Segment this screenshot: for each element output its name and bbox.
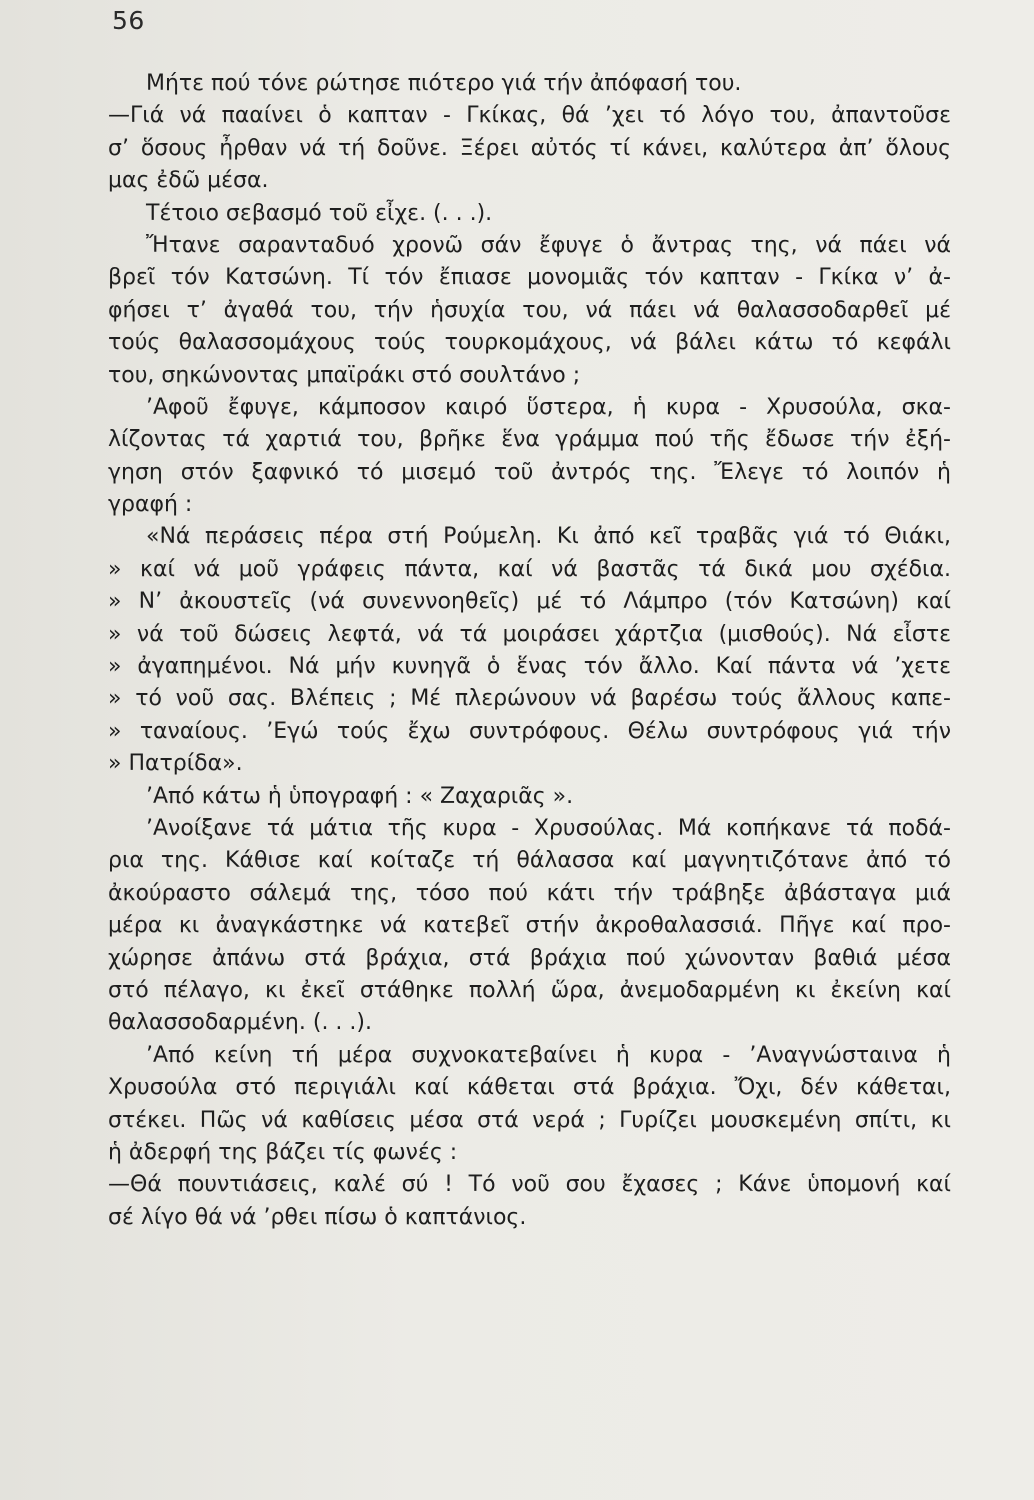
text-line: χώρησε ἀπάνω στά βράχια, στά βράχια πού χώνονταν βαθιά μέσα [108, 945, 951, 971]
text-line: τούς θαλασσομάχους τούς τουρκομάχους, νά βάλει κάτω τό κεφάλι [108, 330, 951, 356]
text-line: ’Από κάτω ἡ ὑπογραφή : « Ζαχαριᾶς ». [146, 783, 574, 809]
text-line: Ἤτανε σαρανταδυό χρονῶ σάν ἔφυγε ὁ ἄντρας της, νά πάει νά [146, 232, 951, 258]
text-line: «Νά περάσεις πέρα στή Ρούμελη. Κι ἀπό κεῖ τραβᾶς γιά τό Θιάκι, [146, 524, 951, 550]
text-line: ’Αφοῦ ἔφυγε, κάμποσον καιρό ὕστερα, ἡ κυρα - Χρυσούλα, σκα- [146, 394, 951, 420]
text-line: » Ν’ ἀκουστεῖς (νά συνεννοηθεῖς) μέ τό Λάμπρο (τόν Κατσώνη) καί [108, 589, 951, 615]
text-line: » τό νοῦ σας. Βλέπεις ; Μέ πλερώνουν νά βαρέσω τούς ἄλλους καπε- [108, 686, 951, 712]
text-line: γραφή : [108, 492, 193, 518]
text-line: » νά τοῦ δώσεις λεφτά, νά τά μοιράσει χάρτζια (μισθούς). Νά εἶστε [108, 621, 951, 647]
text-line: του, σηκώνοντας μπαϊράκι στό σουλτάνο ; [108, 362, 581, 388]
text-line: » ταναίους. ’Εγώ τούς ἔχω συντρόφους. Θέλω συντρόφους γιά τήν [108, 718, 951, 744]
text-line: —Θά πουντιάσεις, καλέ σύ ! Τό νοῦ σου ἔχασες ; Κάνε ὑπομονή καί [108, 1172, 951, 1198]
text-line: —Γιά νά πααίνει ὁ καπταν - Γκίκας, θά ’χει τό λόγο του, ἀπαντοῦσε [108, 103, 951, 129]
text-line: ρια της. Κάθισε καί κοίταζε τή θάλασσα καί μαγνητιζότανε ἀπό τό [108, 848, 951, 874]
text-line: σέ λίγο θά νά ’ρθει πίσω ὁ καπτάνιος. [108, 1204, 527, 1230]
page-number: 56 [112, 6, 145, 35]
text-line: ’Ανοίξανε τά μάτια τῆς κυρα - Χρυσούλας. Μά κοπήκανε τά ποδά- [146, 815, 951, 841]
text-line: στέκει. Πῶς νά καθίσεις μέσα στά νερά ; Γυρίζει μουσκεμένη σπίτι, κι [108, 1107, 951, 1133]
text-line: φήσει τ’ ἀγαθά του, τήν ἡσυχία του, νά πάει νά θαλασσοδαρθεῖ μέ [108, 297, 951, 323]
text-line: μέρα κι ἀναγκάστηκε νά κατεβεῖ στήν ἀκροθαλασσιά. Πῆγε καί προ- [108, 913, 951, 939]
text-line: ἡ ἀδερφή της βάζει τίς φωνές : [108, 1139, 458, 1165]
text-line: » καί νά μοῦ γράφεις πάντα, καί νά βαστᾶς τά δικά μου σχέδια. [108, 556, 951, 582]
text-line: σ’ ὅσους ἦρθαν νά τή δοῦνε. Ξέρει αὐτός τί κάνει, καλύτερα ἀπ’ ὅλους [108, 135, 951, 161]
text-line: μας ἐδῶ μέσα. [108, 168, 269, 194]
text-line: στό πέλαγο, κι ἐκεῖ στάθηκε πολλή ὥρα, ἀνεμοδαρμένη κι ἐκείνη καί [108, 977, 951, 1003]
text-line: ’Από κείνη τή μέρα συχνοκατεβαίνει ἡ κυρα - ’Αναγνώσταινα ἡ [146, 1042, 951, 1068]
text-line: ἀκούραστο σάλεμά της, τόσο πού κάτι τήν τράβηξε ἀβάσταγα μιά [108, 880, 951, 906]
text-line: βρεῖ τόν Κατσώνη. Τί τόν ἔπιασε μονομιᾶς τόν καπταν - Γκίκα ν’ ἀ- [108, 265, 951, 291]
body-text [108, 68, 951, 1234]
text-line: λίζοντας τά χαρτιά του, βρῆκε ἕνα γράμμα πού τῆς ἔδωσε τήν ἐξή- [108, 427, 951, 453]
text-line: » ἀγαπημένοι. Νά μήν κυνηγᾶ ὁ ἕνας τόν ἄλλο. Καί πάντα νά ’χετε [108, 654, 951, 680]
text-line: Χρυσούλα στό περιγιάλι καί κάθεται στά βράχια. Ὄχι, δέν κάθεται, [108, 1075, 951, 1101]
text-line: Τέτοιο σεβασμό τοῦ εἶχε. (. . .). [146, 200, 493, 226]
text-line: γηση στόν ξαφνικό τό μισεμό τοῦ ἀντρός της. Ἔλεγε τό λοιπόν ἡ [108, 459, 951, 485]
text-line: Μήτε πού τόνε ρώτησε πιότερο γιά τήν ἀπόφασή του. [146, 71, 742, 96]
text-line: θαλασσοδαρμένη. (. . .). [108, 1010, 372, 1036]
text-line: » Πατρίδα». [108, 751, 243, 777]
